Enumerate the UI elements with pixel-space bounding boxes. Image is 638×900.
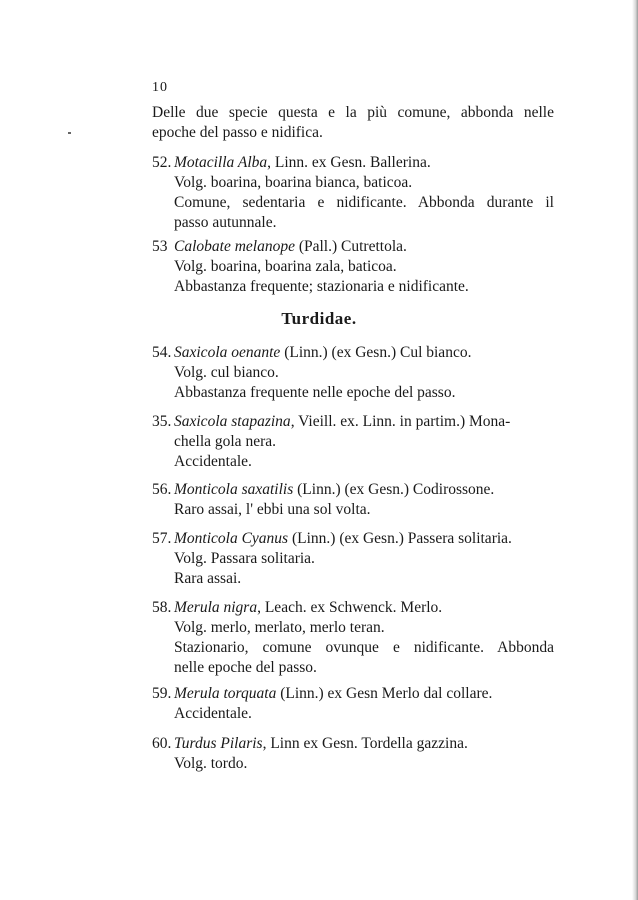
entry-line: Volg. merlo, merlato, merlo teran. xyxy=(174,619,385,636)
entry-title-rest: , Linn ex Gesn. Tordella gazzina. xyxy=(262,735,468,752)
entry-line: Volg. cul bianco. xyxy=(174,364,279,381)
entry-line: Volg. boarina, boarina bianca, baticoa. xyxy=(174,174,413,191)
entry-line: passo autunnale. xyxy=(174,214,277,231)
page-edge-shadow xyxy=(632,0,638,900)
entry-title-rest: (Linn.) (ex Gesn.) Passera solitaria. xyxy=(288,530,512,547)
entry-title xyxy=(152,412,554,432)
entry-title xyxy=(152,734,554,754)
species-name: Saxicola oenante xyxy=(174,344,281,361)
entry-line: Accidentale. xyxy=(174,453,252,470)
entry-title-rest: (Linn.) (ex Gesn.) Codirossone. xyxy=(293,481,495,498)
entry-line: Abbastanza frequente nelle epoche del passo. xyxy=(174,384,456,401)
species-name: Motacilla Alba xyxy=(174,154,268,171)
entry-line: nelle epoche del passo. xyxy=(174,659,317,676)
species-entry-56 xyxy=(152,480,554,520)
entry-title xyxy=(152,529,554,549)
intro-line: Delle due specie questa e la più comune, abbonda nelle xyxy=(152,104,554,121)
species-name: Monticola saxatilis xyxy=(174,481,294,498)
species-entry-53 xyxy=(152,237,554,297)
entry-number: 35. xyxy=(152,413,172,430)
entry-title xyxy=(152,237,554,257)
family-heading: Turdidae. xyxy=(281,309,357,328)
entry-line: Volg. tordo. xyxy=(174,755,248,772)
species-entry-55 xyxy=(152,412,554,472)
entry-number: 59. xyxy=(152,685,172,702)
entry-number: 60. xyxy=(152,735,172,752)
entry-number: 58. xyxy=(152,599,172,616)
entry-line: Raro assai, l' ebbi una sol volta. xyxy=(174,501,371,518)
species-name: Turdus Pilaris xyxy=(174,735,263,752)
species-entry-59 xyxy=(152,684,554,724)
entry-number: 53 xyxy=(152,238,168,255)
entry-title xyxy=(152,480,554,500)
entry-title-rest: , Linn. ex Gesn. Ballerina. xyxy=(267,154,431,171)
entry-line: Accidentale. xyxy=(174,705,252,722)
entry-line: chella gola nera. xyxy=(174,433,276,450)
entry-title-rest: (Pall.) Cutrettola. xyxy=(294,238,407,255)
entry-title xyxy=(152,598,554,618)
intro-line: epoche del passo e nidifica. xyxy=(152,124,323,141)
entry-number: 57. xyxy=(152,530,172,547)
entry-title xyxy=(152,343,554,363)
entry-line: Rara assai. xyxy=(174,570,242,587)
species-name: Merula torquata xyxy=(174,685,277,702)
species-entry-58 xyxy=(152,598,554,678)
entry-number: 56. xyxy=(152,481,172,498)
entry-title xyxy=(152,684,554,704)
species-name: Saxicola stapazina xyxy=(174,413,291,430)
entry-title xyxy=(152,153,554,173)
entry-title-rest: , Vieill. ex. Linn. in partim.) Mona- xyxy=(290,413,511,430)
entry-line: Stazionario, comune ovunque e nidificante. Abbonda xyxy=(174,639,554,656)
intro-paragraph xyxy=(152,103,554,143)
entry-number: 52. xyxy=(152,154,172,171)
page-number: 10 xyxy=(152,80,168,95)
entry-line: Comune, sedentaria e nidificante. Abbonda durante il xyxy=(174,194,554,211)
entry-line: Abbastanza frequente; stazionaria e nidificante. xyxy=(174,278,469,295)
entry-line: Volg. boarina, boarina zala, baticoa. xyxy=(174,258,397,275)
entry-number: 54. xyxy=(152,344,172,361)
entry-title-rest: (Linn.) ex Gesn Merlo dal collare. xyxy=(276,685,493,702)
species-name: Calobate melanope xyxy=(174,238,295,255)
species-name: Monticola Cyanus xyxy=(174,530,289,547)
entry-title-rest: , Leach. ex Schwenck. Merlo. xyxy=(257,599,443,616)
species-entry-52 xyxy=(152,153,554,233)
entry-line: Volg. Passara solitaria. xyxy=(174,550,315,567)
species-entry-54 xyxy=(152,343,554,403)
ink-speck xyxy=(68,132,71,134)
species-entry-57 xyxy=(152,529,554,589)
entry-title-rest: (Linn.) (ex Gesn.) Cul bianco. xyxy=(280,344,472,361)
species-name: Merula nigra xyxy=(174,599,258,616)
species-entry-60 xyxy=(152,734,554,774)
